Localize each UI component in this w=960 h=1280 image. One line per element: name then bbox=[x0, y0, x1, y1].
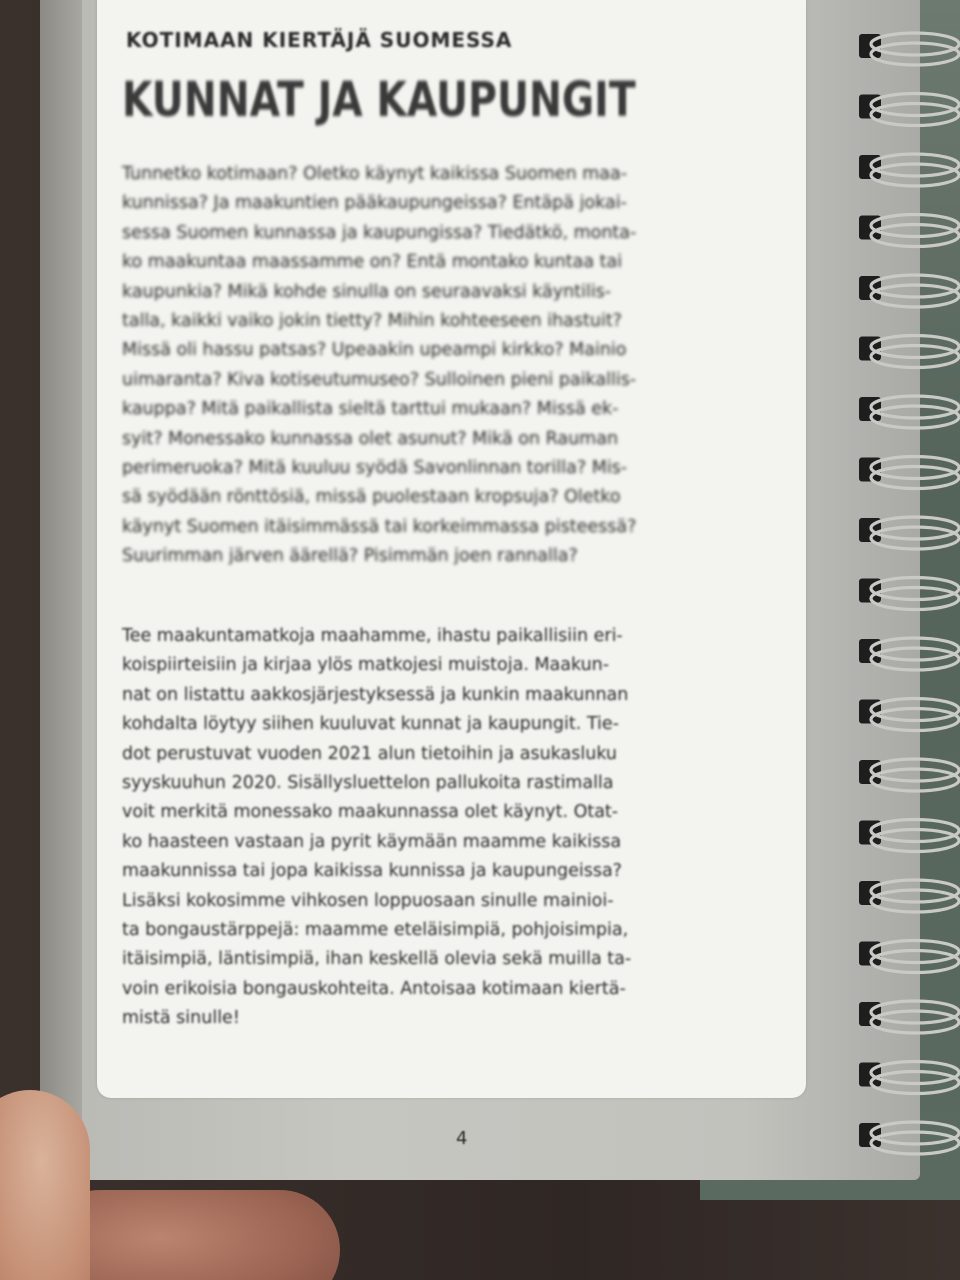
page-number: 4 bbox=[456, 1128, 468, 1149]
thumb bbox=[0, 1090, 90, 1280]
instructions-paragraph: Tee maakuntamatkoja maahamme, ihastu paikallisiin eri- koispiirteisiin ja kirjaa ylös matkojesi muistoja. Maakun- nat on listattu aakkosjärjestyksessä ja kunkin maakunnan kohdalta löytyy siihen kuuluvat kunnat ja kaupungit. Tie- dot perustuvat vuoden 2021 alun tietoihin ja asukasluku syyskuuhun 2020. Sisällysluettelon pallukoita rastimalla voit merkitä monessako maakunnassa olet käynyt. Otat- ko haasteen vastaan ja pyrit käymään maamme kaikissa maakunnissa tai jopa kaikissa kunnissa ja kaupungeissa? Lisäksi kokosimme vihkosen loppuosaan sinulle mainioi- ta bongaustärppejä: maamme eteläisimpiä, pohjoisimpia, itäisimpiä, läntisimpiä, ihan keskellä olevia sekä muilla ta- voin erikoisia bongauskohteita. Antoisaa kotimaan kiertä- mistä sinulle! bbox=[122, 626, 632, 1029]
previous-page-edge bbox=[40, 0, 82, 1120]
spiral-binding bbox=[855, 0, 960, 1200]
page-title: KUNNAT JA KAUPUNGIT bbox=[122, 72, 636, 128]
section-kicker: KOTIMAAN KIERTÄJÄ SUOMESSA bbox=[126, 28, 513, 52]
intro-paragraph: Tunnetko kotimaan? Oletko käynyt kaikissa Suomen maa- kunnissa? Ja maakuntien pääkaupungeissa? Entäpä jokai- sessa Suomen kunnassa ja kaupungissa? Tiedätkö, monta- ko maakuntaa maassamme on? Entä montako kuntaa tai kaupunkia? Mikä kohde sinulla on seuraavaksi käyntilis- talla, kaikki vaiko jokin tietty? Mihin kohteeseen ihastuit? Missä oli hassu patsas? Upeaakin upeampi kirkko? Mainio uimaranta? Kiva kotiseutumuseo? Sulloinen pieni paikallis- kauppa? Mitä paikallista sieltä tarttui mukaan? Missä ek- syit? Monessako kunnassa olet asunut? Mikä on Rauman perimeruokа? Mitä kuuluu syödä Savonlinnan torilla? Mis- sä syödään rönttösiä, missä puolestaan kropsuja? Oletko käynyt Suomen itäisimmässä tai korkeimmassa pisteessä? Suurimman järven äärellä? Pisimmän joen rannalla? bbox=[122, 164, 637, 567]
